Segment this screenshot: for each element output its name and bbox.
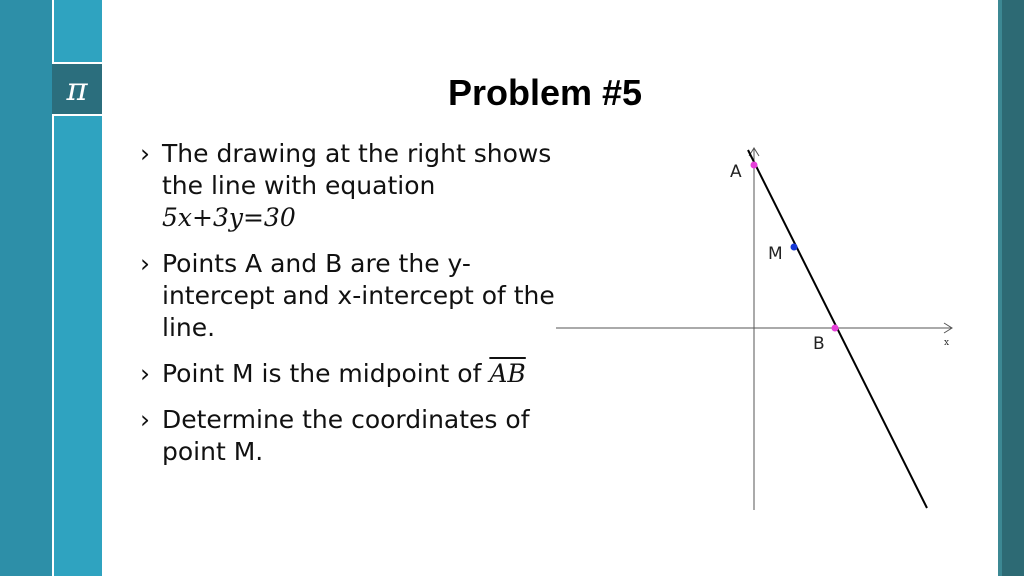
segment-ab: $\overline{AB}$ [489,359,526,388]
pi-symbol: π [66,70,88,108]
bullet-list [140,138,570,482]
bullet-item [140,358,570,390]
bullet-text: Point M is the midpoint of [162,359,482,388]
left-border-band [0,0,52,576]
line-diagram [550,140,970,520]
line-equation: 5x+3y=30 [162,203,296,232]
bullet-text: Determine the coordinates of point M. [162,405,530,466]
point-m-label: M [768,244,783,264]
bullet-item [140,138,570,234]
bullet-text: The drawing at the right shows the line with equation [162,139,552,200]
x-axis-label: x [944,338,950,348]
slide-title: Problem #5 [447,72,643,113]
bullet-text: Points A and B are the y-intercept and x-intercept of the line. [162,249,555,342]
right-border-stripe [998,0,1002,576]
pi-icon [52,62,102,116]
point-b-label: B [813,334,825,354]
point-m [791,244,798,251]
bullet-item [140,404,570,468]
point-a [751,162,758,169]
point-a-label: A [730,162,742,182]
bullet-item [140,248,570,344]
point-b [832,325,839,332]
